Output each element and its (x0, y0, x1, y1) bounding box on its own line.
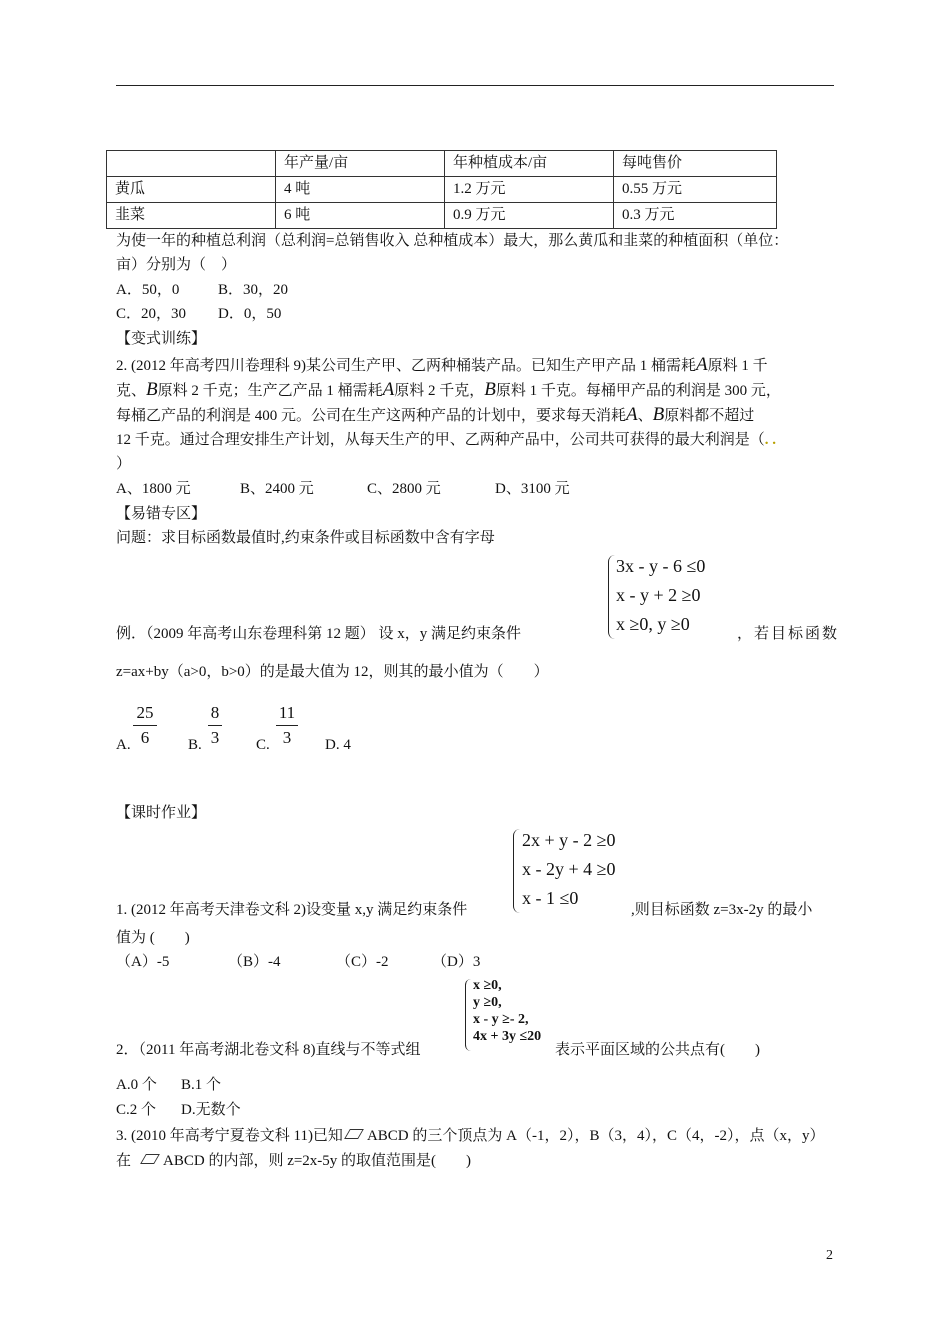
table-cell (107, 151, 276, 177)
problem-statement: 问题：求目标函数最值时,约束条件或目标函数中含有字母 (116, 530, 495, 546)
var-a: A (696, 354, 708, 375)
q2-text: 原料 2 千克；生产乙产品 1 桶需耗 (157, 383, 383, 399)
fraction-c (276, 702, 298, 749)
parallelogram-icon (344, 1129, 364, 1139)
var-a: A (382, 379, 395, 400)
table-cell: 韭菜 (107, 203, 276, 229)
example-text: 例．（2009 年高考山东卷理科第 12 题） 设 x，y 满足约束条件 (116, 626, 522, 642)
page-number: 2 (826, 1248, 833, 1263)
q2-text: 、 (637, 408, 653, 424)
example-option-b: B. (188, 737, 202, 753)
parallelogram-icon (140, 1154, 160, 1164)
constraint-line: 4x + 3y ≤20 (473, 1029, 542, 1044)
q1-option-b: B．30，20 (218, 282, 289, 298)
q2-option-a: A、1800 元 (116, 481, 191, 497)
var-b: B (652, 404, 665, 425)
constraint-line: x - 2y + 4 ≥0 (522, 859, 616, 879)
hw1-text-line2: 值为 ( ) (116, 930, 190, 946)
example-text-tail: ，若目标函数 (737, 626, 840, 642)
example-text-line2: z=ax+by（a>0，b>0）的是最大值为 12，则其的最小值为（ ） (116, 664, 549, 680)
q2-line5: ） (116, 456, 132, 472)
hw2-text-tail: 表示平面区域的公共点有( ) (555, 1042, 760, 1058)
brace-icon (608, 555, 615, 639)
hw3-text: ABCD 的三个顶点为 A（-1，2），B（3，4），C（4，-2），点（x，y） (366, 1128, 825, 1144)
q2-text: 2. (2012 年高考四川卷理科 9)某公司生产甲、乙两种桶装产品。已知生产甲产品 1 桶需耗 (116, 358, 696, 374)
hw3-text: ABCD 的内部，则 z=2x-5y 的取值范围是( ) (163, 1153, 472, 1169)
hw2-option-b: B.1 个 (181, 1077, 222, 1093)
table-cell: 6 吨 (276, 203, 445, 229)
table-cell: 0.9 万元 (445, 203, 614, 229)
example-option-a: A. (116, 737, 131, 753)
hw2-option-c: C.2 个 (116, 1102, 157, 1118)
data-table (106, 150, 777, 229)
section-variant-heading: 【变式训练】 (116, 331, 207, 347)
constraint-system (473, 977, 541, 1045)
constraint-line: 2x + y - 2 ≥0 (522, 830, 616, 850)
numerator: 8 (210, 703, 220, 722)
hw3-line2 (116, 1151, 471, 1171)
q2-text: 克、 (116, 383, 147, 399)
table-cell: 0.55 万元 (614, 177, 777, 203)
q2-text: 原料 1 千克。每桶甲产品的利润是 300 元， (495, 383, 781, 399)
constraint-system (522, 826, 616, 913)
denominator: 3 (210, 728, 220, 747)
q2-line1 (116, 355, 768, 376)
q2-option-c: C、2800 元 (367, 481, 441, 497)
hw3-text: 3. (2010 年高考宁夏卷文科 11)已知 (116, 1128, 343, 1144)
var-b: B (146, 379, 158, 400)
q2-text: 每桶乙产品的利润是 400 元。公司在生产这两种产品的计划中，要求每天消耗 (116, 408, 627, 424)
constraint-line: x ≥0, (473, 978, 502, 993)
hw2-option-a: A.0 个 (116, 1077, 157, 1093)
hw1-option-b: （B）-4 (228, 954, 281, 970)
q1-option-c: C．20，30 (116, 306, 187, 322)
section-homework-heading: 【课时作业】 (116, 805, 207, 821)
q2-option-b: B、2400 元 (240, 481, 314, 497)
emphasis-dots: . . (764, 432, 777, 448)
var-a: A (626, 404, 638, 425)
constraint-line: y ≥0, (473, 995, 502, 1010)
hw1-option-a: （A）-5 (116, 954, 170, 970)
fraction-a (133, 702, 157, 749)
q2-text: 原料 1 千 (707, 358, 768, 374)
hw1-option-c: （C）-2 (336, 954, 389, 970)
constraint-line: 3x - y - 6 ≤0 (616, 556, 706, 576)
hw2-text: 2．（2011 年高考湖北卷文科 8)直线与不等式组 (116, 1042, 421, 1058)
table-cell: 黄瓜 (107, 177, 276, 203)
constraint-line: x - 1 ≤0 (522, 888, 579, 908)
q1-text-line2: 亩）分别为（ ） (116, 257, 237, 273)
table-header-row (107, 151, 777, 177)
q1-option-d: D．0，50 (218, 306, 282, 322)
table-cell: 4 吨 (276, 177, 445, 203)
q2-line3 (116, 405, 754, 426)
q1-text-line1: 为使一年的种植总利润（总利润=总销售收入 总种植成本）最大，那么黄瓜和韭菜的种植面积（单位： (116, 233, 789, 249)
constraint-line: x - y ≥- 2, (473, 1012, 529, 1027)
q2-text: 12 千克。通过合理安排生产计划，从每天生产的甲、乙两种产品中，公司共可获得的最大利润是（ (116, 432, 765, 448)
header-rule (116, 85, 834, 86)
numerator: 11 (278, 703, 296, 722)
brace-icon (465, 979, 471, 1051)
fraction-b (208, 702, 222, 749)
brace-icon (513, 829, 520, 913)
denominator: 6 (140, 728, 150, 747)
hw3-line1 (116, 1126, 824, 1146)
table-cell: 每吨售价 (614, 151, 777, 177)
hw2-option-d: D.无数个 (181, 1102, 241, 1118)
table-cell: 年产量/亩 (276, 151, 445, 177)
example-option-c: C. (256, 737, 270, 753)
q2-text: 原料都不超过 (664, 408, 755, 424)
example-option-d: D. 4 (325, 737, 351, 753)
hw1-text-tail: ,则目标函数 z=3x-2y 的最小 (631, 902, 813, 918)
numerator: 25 (136, 703, 154, 722)
var-b: B (484, 379, 496, 400)
constraint-line: x ≥0, y ≥0 (616, 614, 690, 634)
table-row (107, 177, 777, 203)
table-cell: 年种植成本/亩 (445, 151, 614, 177)
constraint-system (616, 552, 705, 639)
q2-line4 (116, 430, 776, 450)
hw3-text: 在 (116, 1153, 132, 1169)
q2-line2 (116, 380, 781, 401)
table-cell: 0.3 万元 (614, 203, 777, 229)
table-row (107, 203, 777, 229)
hw1-text: 1. (2012 年高考天津卷文科 2)设变量 x,y 满足约束条件 (116, 902, 468, 918)
q1-option-a: A．50，0 (116, 282, 180, 298)
q2-text: 原料 2 千克， (394, 383, 485, 399)
hw1-option-d: （D）3 (432, 954, 481, 970)
constraint-line: x - y + 2 ≥0 (616, 585, 701, 605)
q2-option-d: D、3100 元 (495, 481, 570, 497)
section-error-heading: 【易错专区】 (116, 506, 207, 522)
table-cell: 1.2 万元 (445, 177, 614, 203)
denominator: 3 (282, 728, 292, 747)
